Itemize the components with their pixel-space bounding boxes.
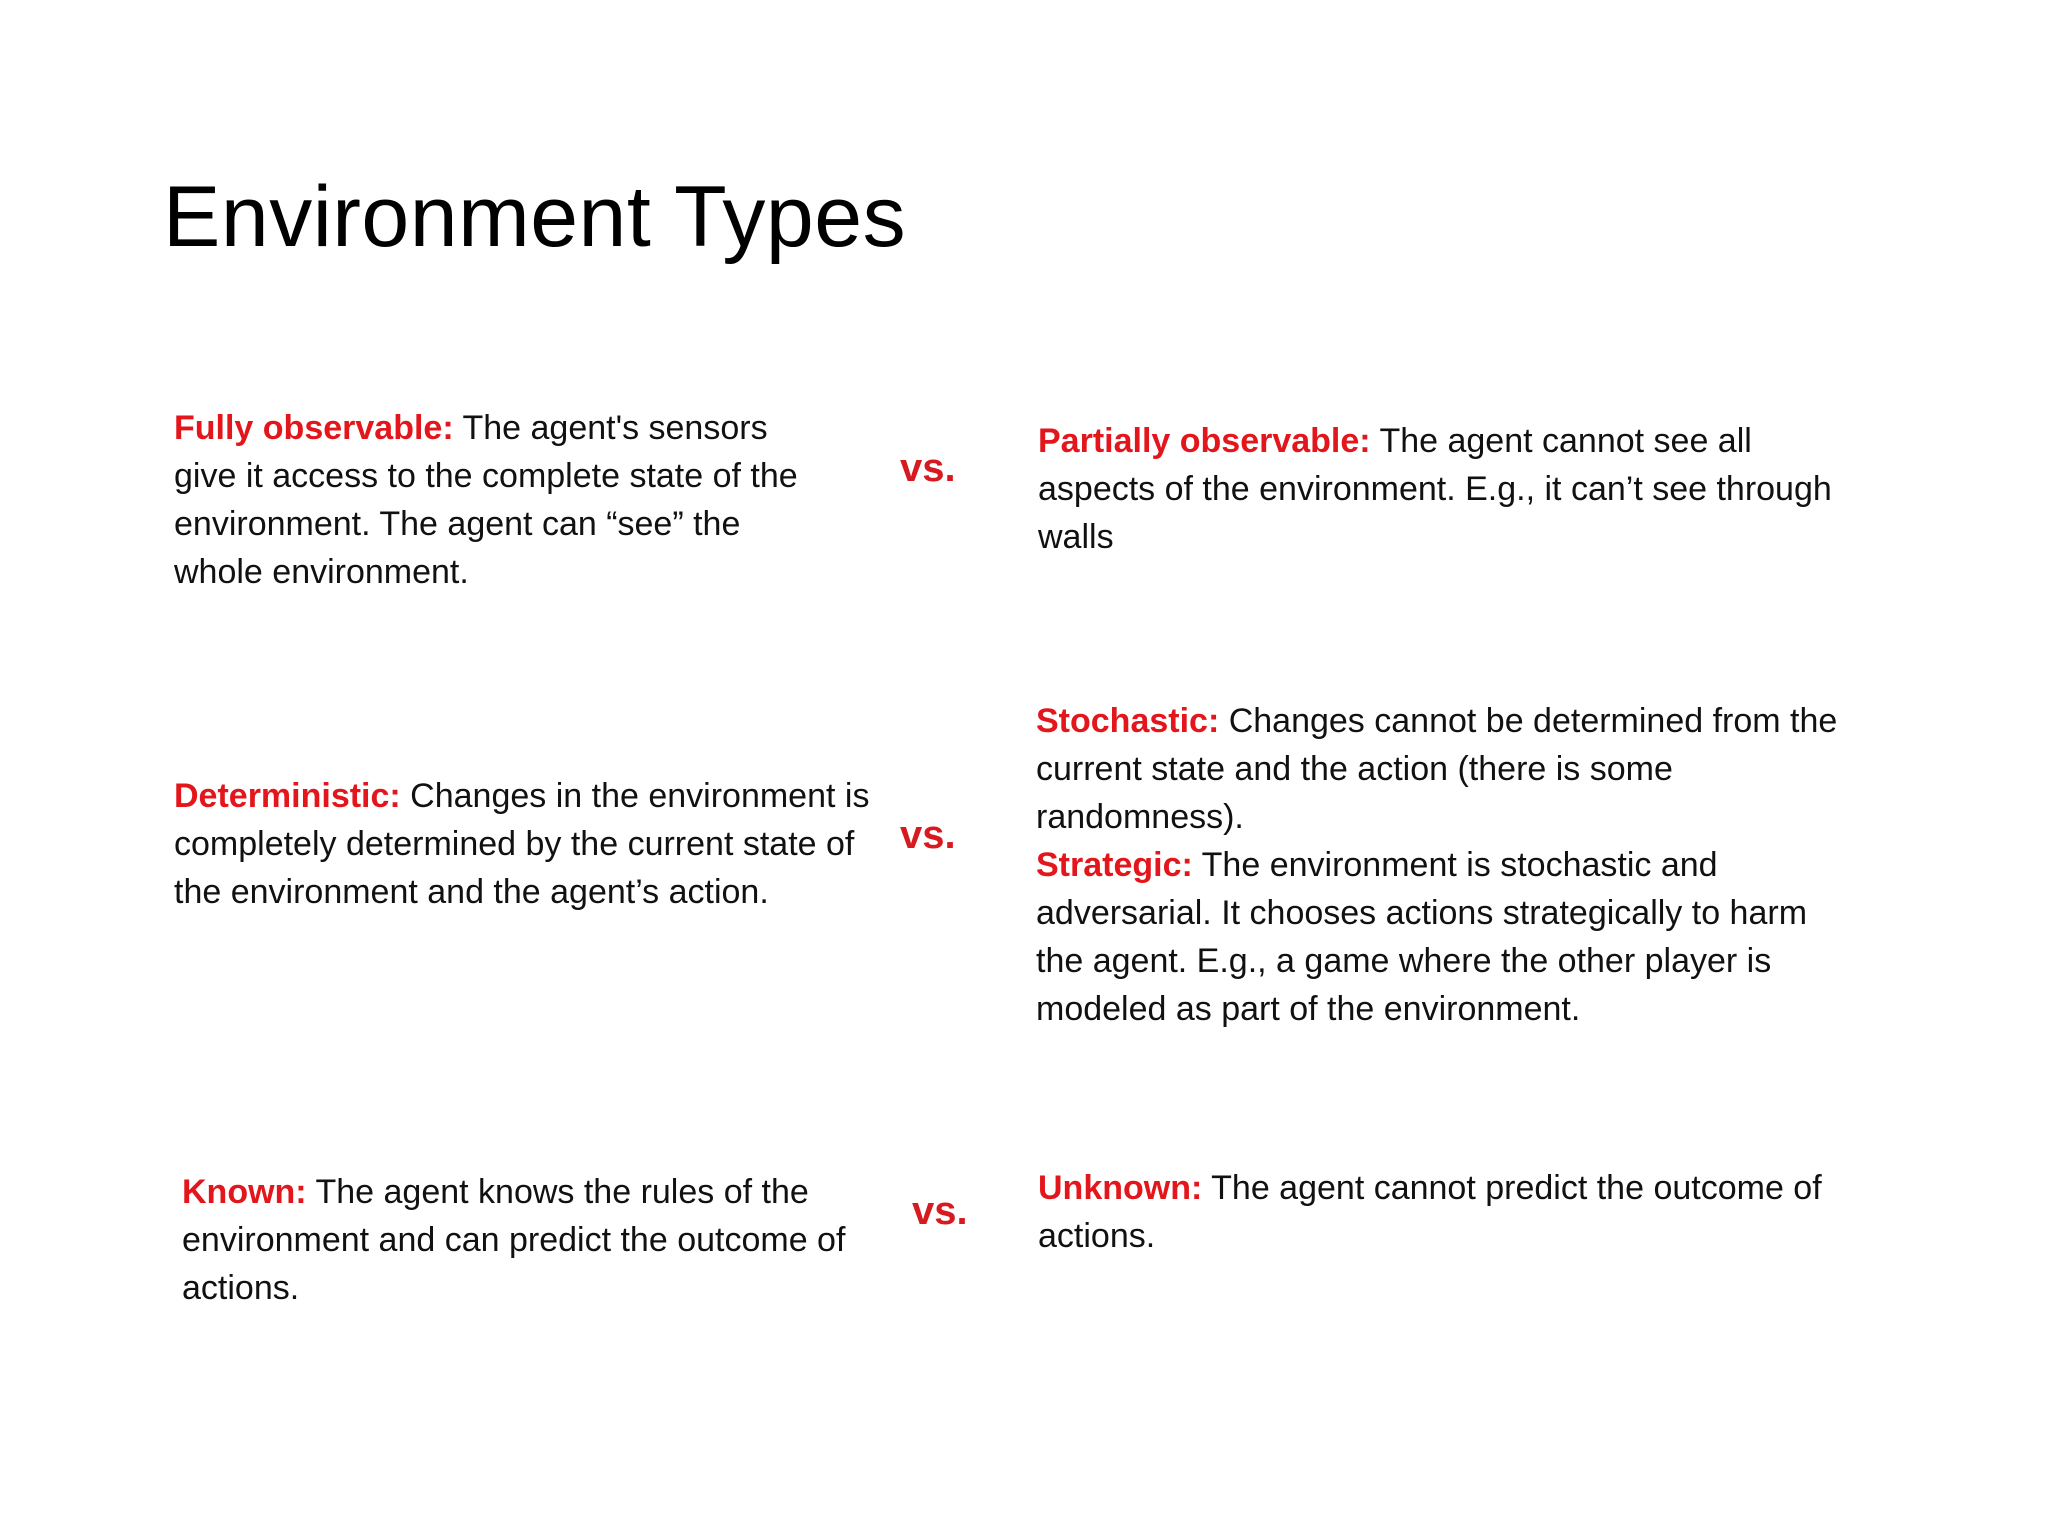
definition-text: The agent cannot predict the outcome of actions. — [1038, 1169, 1822, 1255]
term-unknown: Unknown: — [1038, 1169, 1203, 1207]
term-stochastic: Stochastic: — [1036, 702, 1220, 740]
vs-label: vs. — [900, 446, 956, 490]
term-fully-observable: Fully observable: — [174, 409, 454, 447]
term-strategic: Strategic: — [1036, 846, 1193, 884]
definition-text: Changes in the environment is completely determined by the current state of the environment and the agent’s action. — [174, 777, 870, 911]
slide-title: Environment Types — [163, 169, 907, 265]
known-definition — [182, 1168, 902, 1312]
vs-label: vs. — [912, 1189, 968, 1233]
vs-label: vs. — [900, 813, 956, 857]
definition-text: The agent knows the rules of the environment and can predict the outcome of actions. — [182, 1173, 846, 1307]
strategic-definition — [1036, 841, 1856, 1033]
partially-observable-definition — [1038, 417, 1858, 561]
definition-text: The agent's sensors give it access to the complete state of the environment. The agent can “see” the whole environment. — [174, 409, 798, 591]
term-partially-observable: Partially observable: — [1038, 422, 1371, 460]
definition-text: The agent cannot see all aspects of the environment. E.g., it can’t see through walls — [1038, 422, 1832, 556]
term-known: Known: — [182, 1173, 307, 1211]
definition-text: Changes cannot be determined from the current state and the action (there is some randomness). — [1036, 702, 1838, 836]
deterministic-definition — [174, 772, 894, 916]
term-deterministic: Deterministic: — [174, 777, 401, 815]
definition-text: The environment is stochastic and adversarial. It chooses actions strategically to harm the agent. E.g., a game where the other player is modeled as part of the environment. — [1036, 846, 1808, 1028]
unknown-definition — [1038, 1164, 1858, 1260]
stochastic-definition — [1036, 697, 1856, 841]
stochastic-strategic-definitions — [1036, 697, 1856, 1033]
fully-observable-definition — [174, 404, 814, 596]
